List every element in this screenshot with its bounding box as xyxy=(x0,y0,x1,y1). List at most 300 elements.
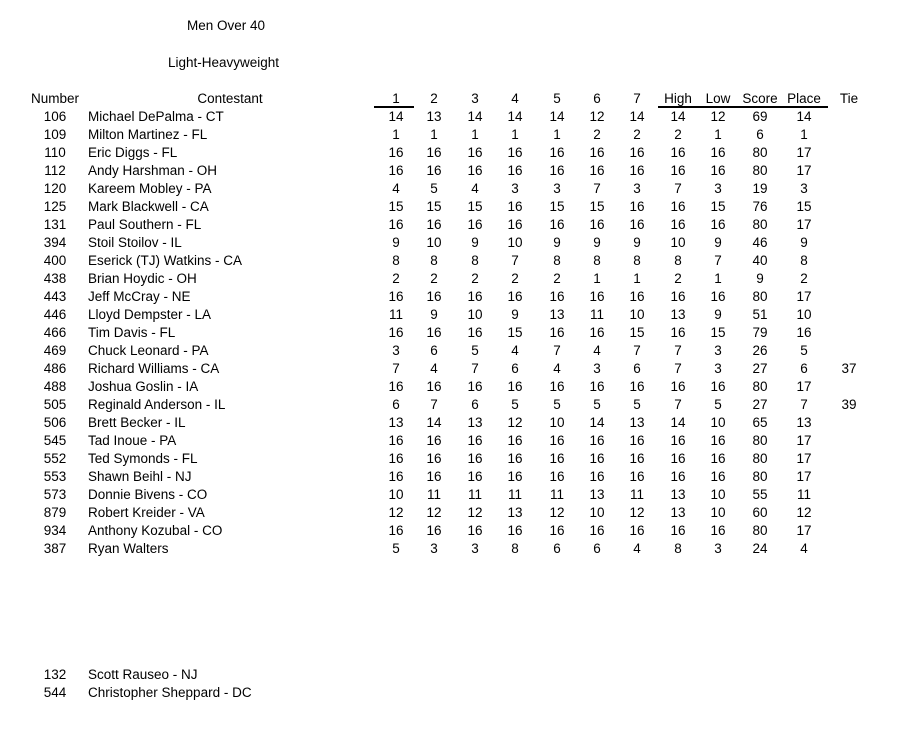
score-cell: 46 xyxy=(752,235,768,250)
judge-5-cell: 16 xyxy=(549,469,565,484)
low-cell: 15 xyxy=(710,325,726,340)
high-cell: 8 xyxy=(674,541,682,556)
low-cell: 16 xyxy=(710,145,726,160)
name-cell: Anthony Kozubal - CO xyxy=(88,523,223,538)
place-cell: 17 xyxy=(796,523,812,538)
low-cell: 16 xyxy=(710,451,726,466)
header-contestant: Contestant xyxy=(197,91,263,106)
judge-6-cell: 16 xyxy=(589,289,605,304)
judge-1-cell: 16 xyxy=(388,145,404,160)
judge-4-cell: 16 xyxy=(507,217,523,232)
judge-2-cell: 16 xyxy=(426,163,442,178)
judge-5-cell: 16 xyxy=(549,451,565,466)
name-cell: Richard Williams - CA xyxy=(88,361,220,376)
judge-6-cell: 12 xyxy=(589,109,605,124)
low-cell: 3 xyxy=(714,541,722,556)
low-cell: 3 xyxy=(714,361,722,376)
name-cell: Tim Davis - FL xyxy=(88,325,176,340)
judge-3-cell: 16 xyxy=(467,325,483,340)
header-judge-5: 5 xyxy=(553,91,561,106)
judge-7-cell: 3 xyxy=(633,181,641,196)
judge-5-cell: 1 xyxy=(553,127,561,142)
number-cell: 112 xyxy=(44,163,66,178)
number-cell: 125 xyxy=(43,199,67,214)
judge-3-cell: 3 xyxy=(471,541,479,556)
score-cell: 80 xyxy=(752,469,768,484)
judge-4-cell: 11 xyxy=(507,487,522,502)
judge-3-cell: 11 xyxy=(467,487,482,502)
judge-2-cell: 16 xyxy=(426,325,442,340)
header-place: Place xyxy=(787,91,821,106)
judge-3-cell: 16 xyxy=(467,379,483,394)
score-cell: 27 xyxy=(752,397,768,412)
number-cell: 506 xyxy=(43,415,67,430)
judge-4-cell: 5 xyxy=(511,397,519,412)
judge-1-cell: 4 xyxy=(392,181,400,196)
judge-7-cell: 16 xyxy=(629,217,645,232)
judge-5-cell: 11 xyxy=(549,487,564,502)
judge-3-cell: 16 xyxy=(467,217,483,232)
judge-7-cell: 16 xyxy=(629,163,645,178)
name-cell: Lloyd Dempster - LA xyxy=(88,307,212,322)
high-cell: 16 xyxy=(670,379,686,394)
low-cell: 10 xyxy=(710,505,726,520)
judge-7-cell: 2 xyxy=(633,127,641,142)
place-cell: 10 xyxy=(796,307,812,322)
judge-3-cell: 16 xyxy=(467,163,483,178)
low-cell: 16 xyxy=(710,217,726,232)
high-cell: 13 xyxy=(670,307,686,322)
place-cell: 6 xyxy=(800,361,808,376)
number-cell: 544 xyxy=(43,685,67,700)
judge-5-cell: 9 xyxy=(553,235,561,250)
place-cell: 1 xyxy=(800,127,808,142)
judge-3-cell: 8 xyxy=(471,253,479,268)
judge-6-cell: 16 xyxy=(589,451,605,466)
high-cell: 16 xyxy=(670,145,686,160)
judge-3-cell: 13 xyxy=(467,415,483,430)
judge-1-cell: 8 xyxy=(392,253,400,268)
score-cell: 80 xyxy=(752,379,768,394)
score-cell: 79 xyxy=(752,325,768,340)
high-cell: 16 xyxy=(670,325,686,340)
high-cell: 16 xyxy=(670,433,686,448)
judge-6-cell: 1 xyxy=(593,271,601,286)
name-cell: Ryan Walters xyxy=(88,541,169,556)
name-cell: Joshua Goslin - IA xyxy=(88,379,199,394)
tie-cell: 37 xyxy=(841,361,857,376)
judge-1-cell: 12 xyxy=(388,505,404,520)
high-cell: 2 xyxy=(674,271,682,286)
judge-5-cell: 16 xyxy=(549,217,565,232)
judge-4-cell: 1 xyxy=(511,127,519,142)
score-cell: 80 xyxy=(752,433,768,448)
judge-2-cell: 13 xyxy=(426,109,442,124)
score-cell: 80 xyxy=(752,523,768,538)
judge-7-cell: 16 xyxy=(629,433,645,448)
low-cell: 7 xyxy=(714,253,722,268)
low-cell: 9 xyxy=(714,235,722,250)
number-cell: 934 xyxy=(43,523,67,538)
judge-5-cell: 14 xyxy=(549,109,565,124)
judge-2-cell: 16 xyxy=(426,469,442,484)
judge-6-cell: 13 xyxy=(589,487,605,502)
judge-2-cell: 16 xyxy=(426,523,442,538)
number-cell: 552 xyxy=(43,451,67,466)
judge-4-cell: 4 xyxy=(511,343,519,358)
judge-1-cell: 14 xyxy=(388,109,404,124)
judge-4-cell: 3 xyxy=(511,181,519,196)
place-cell: 13 xyxy=(796,415,812,430)
judge-2-cell: 6 xyxy=(430,343,438,358)
name-cell: Chuck Leonard - PA xyxy=(88,343,209,358)
high-cell: 8 xyxy=(674,253,682,268)
score-cell: 60 xyxy=(752,505,768,520)
name-cell: Paul Southern - FL xyxy=(88,217,202,232)
judge-6-cell: 3 xyxy=(593,361,601,376)
judge-2-cell: 1 xyxy=(430,127,438,142)
header-tie: Tie xyxy=(839,91,859,106)
judge-4-cell: 10 xyxy=(507,235,523,250)
judge-2-cell: 16 xyxy=(426,379,442,394)
low-cell: 1 xyxy=(714,127,722,142)
high-cell: 13 xyxy=(670,505,686,520)
header-judge-6: 6 xyxy=(593,91,601,106)
judge-5-cell: 2 xyxy=(553,271,561,286)
judge-3-cell: 16 xyxy=(467,523,483,538)
judge-4-cell: 16 xyxy=(507,289,523,304)
place-cell: 9 xyxy=(800,235,808,250)
number-cell: 132 xyxy=(43,667,67,682)
judge-1-cell: 13 xyxy=(388,415,404,430)
judge-7-cell: 16 xyxy=(629,469,645,484)
judge-1-cell: 16 xyxy=(388,469,404,484)
judge-5-cell: 13 xyxy=(549,307,565,322)
judge-7-cell: 16 xyxy=(629,145,645,160)
high-cell: 16 xyxy=(670,199,686,214)
judge-3-cell: 1 xyxy=(471,127,479,142)
judge-6-cell: 4 xyxy=(593,343,601,358)
judge-4-cell: 6 xyxy=(511,361,519,376)
high-cell: 7 xyxy=(674,343,682,358)
judge-6-cell: 16 xyxy=(589,145,605,160)
judge-2-cell: 4 xyxy=(430,361,438,376)
division-title: Light-Heavyweight xyxy=(168,55,280,70)
judge-7-cell: 15 xyxy=(629,325,645,340)
judge-4-cell: 16 xyxy=(507,199,523,214)
score-cell: 65 xyxy=(752,415,768,430)
number-cell: 131 xyxy=(43,217,67,232)
number-cell: 469 xyxy=(43,343,67,358)
judge-3-cell: 16 xyxy=(467,469,483,484)
judge-2-cell: 16 xyxy=(426,145,442,160)
judge-3-cell: 5 xyxy=(471,343,479,358)
judge-7-cell: 14 xyxy=(629,109,645,124)
judge-1-cell: 6 xyxy=(392,397,400,412)
place-cell: 8 xyxy=(800,253,808,268)
judge-4-cell: 14 xyxy=(507,109,523,124)
judge-4-cell: 16 xyxy=(507,163,523,178)
place-cell: 3 xyxy=(800,181,808,196)
judge-6-cell: 8 xyxy=(593,253,601,268)
number-cell: 400 xyxy=(43,253,67,268)
judge-2-cell: 7 xyxy=(430,397,438,412)
judge-7-cell: 8 xyxy=(633,253,641,268)
judge-3-cell: 6 xyxy=(471,397,479,412)
name-cell: Brett Becker - IL xyxy=(88,415,186,430)
place-cell: 4 xyxy=(800,541,808,556)
place-cell: 17 xyxy=(796,379,812,394)
judge-3-cell: 9 xyxy=(471,235,479,250)
score-cell: 55 xyxy=(752,487,768,502)
name-cell: Jeff McCray - NE xyxy=(88,289,191,304)
place-cell: 7 xyxy=(800,397,808,412)
low-cell: 1 xyxy=(714,271,722,286)
judge-5-cell: 15 xyxy=(549,199,565,214)
score-cell: 69 xyxy=(752,109,768,124)
judge-5-cell: 7 xyxy=(553,343,561,358)
judge-4-cell: 16 xyxy=(507,469,523,484)
header-high: High xyxy=(664,91,692,106)
name-cell: Christopher Sheppard - DC xyxy=(88,685,252,700)
judge-1-cell: 5 xyxy=(392,541,400,556)
judge-7-cell: 5 xyxy=(633,397,641,412)
judge-3-cell: 16 xyxy=(467,145,483,160)
low-cell: 16 xyxy=(710,163,726,178)
judge-2-cell: 9 xyxy=(430,307,438,322)
judge-4-cell: 16 xyxy=(507,145,523,160)
name-cell: Donnie Bivens - CO xyxy=(88,487,208,502)
judge-6-cell: 6 xyxy=(593,541,601,556)
place-cell: 17 xyxy=(796,145,812,160)
judge-2-cell: 2 xyxy=(430,271,438,286)
judge-4-cell: 16 xyxy=(507,451,523,466)
judge-4-cell: 2 xyxy=(511,271,519,286)
low-cell: 16 xyxy=(710,469,726,484)
judge-3-cell: 15 xyxy=(467,199,483,214)
judge-2-cell: 10 xyxy=(426,235,442,250)
judge-2-cell: 8 xyxy=(430,253,438,268)
score-cell: 80 xyxy=(752,163,768,178)
name-cell: Milton Martinez - FL xyxy=(88,127,208,142)
judge-6-cell: 16 xyxy=(589,217,605,232)
judge-1-cell: 16 xyxy=(388,289,404,304)
judge-5-cell: 16 xyxy=(549,325,565,340)
high-cell: 10 xyxy=(670,235,686,250)
judge-1-cell: 16 xyxy=(388,325,404,340)
judge-5-cell: 4 xyxy=(553,361,561,376)
high-cell: 7 xyxy=(674,181,682,196)
name-cell: Brian Hoydic - OH xyxy=(88,271,197,286)
high-cell: 16 xyxy=(670,163,686,178)
judge-7-cell: 12 xyxy=(629,505,645,520)
score-cell: 80 xyxy=(752,451,768,466)
header-judge-3: 3 xyxy=(471,91,479,106)
judge-7-cell: 6 xyxy=(633,361,641,376)
judge-1-cell: 16 xyxy=(388,217,404,232)
low-cell: 10 xyxy=(710,487,726,502)
judge-7-cell: 11 xyxy=(629,487,644,502)
judge-5-cell: 3 xyxy=(553,181,561,196)
judge-1-cell: 16 xyxy=(388,523,404,538)
judge-3-cell: 2 xyxy=(471,271,479,286)
judge-1-cell: 7 xyxy=(392,361,400,376)
high-cell: 16 xyxy=(670,469,686,484)
judge-1-cell: 2 xyxy=(392,271,400,286)
judge-2-cell: 5 xyxy=(430,181,438,196)
place-cell: 17 xyxy=(796,163,812,178)
place-cell: 15 xyxy=(796,199,812,214)
judge-5-cell: 12 xyxy=(549,505,565,520)
judge-4-cell: 8 xyxy=(511,541,519,556)
judge-4-cell: 16 xyxy=(507,523,523,538)
low-cell: 9 xyxy=(714,307,722,322)
judge-3-cell: 16 xyxy=(467,451,483,466)
name-cell: Eric Diggs - FL xyxy=(88,145,178,160)
header-judge-4: 4 xyxy=(511,91,519,106)
judge-5-cell: 16 xyxy=(549,523,565,538)
high-cell: 16 xyxy=(670,217,686,232)
name-cell: Scott Rauseo - NJ xyxy=(88,667,198,682)
judge-1-cell: 16 xyxy=(388,451,404,466)
low-cell: 5 xyxy=(714,397,722,412)
high-cell: 16 xyxy=(670,451,686,466)
place-cell: 17 xyxy=(796,433,812,448)
low-cell: 16 xyxy=(710,523,726,538)
judge-5-cell: 8 xyxy=(553,253,561,268)
name-cell: Shawn Beihl - NJ xyxy=(88,469,192,484)
high-cell: 7 xyxy=(674,397,682,412)
name-cell: Ted Symonds - FL xyxy=(88,451,198,466)
number-cell: 553 xyxy=(43,469,67,484)
judge-2-cell: 12 xyxy=(426,505,442,520)
judge-6-cell: 14 xyxy=(589,415,605,430)
judge-2-cell: 16 xyxy=(426,217,442,232)
number-cell: 573 xyxy=(43,487,67,502)
score-cell: 24 xyxy=(752,541,768,556)
header-judge-7: 7 xyxy=(633,91,641,106)
number-cell: 109 xyxy=(43,127,67,142)
header-number: Number xyxy=(30,91,79,106)
place-cell: 14 xyxy=(796,109,812,124)
score-cell: 80 xyxy=(752,217,768,232)
judge-4-cell: 16 xyxy=(507,379,523,394)
judge-7-cell: 16 xyxy=(629,523,645,538)
high-cell: 14 xyxy=(670,415,686,430)
header-score: Score xyxy=(742,91,778,106)
judge-6-cell: 10 xyxy=(589,505,605,520)
judge-1-cell: 1 xyxy=(392,127,400,142)
place-cell: 2 xyxy=(800,271,808,286)
number-cell: 466 xyxy=(43,325,67,340)
judge-4-cell: 9 xyxy=(511,307,519,322)
judge-2-cell: 15 xyxy=(426,199,442,214)
judge-7-cell: 13 xyxy=(629,415,645,430)
judge-7-cell: 16 xyxy=(629,451,645,466)
score-cell: 9 xyxy=(756,271,764,286)
name-cell: Mark Blackwell - CA xyxy=(88,199,209,214)
number-cell: 486 xyxy=(43,361,67,376)
judge-5-cell: 16 xyxy=(549,379,565,394)
judge-3-cell: 7 xyxy=(471,361,479,376)
judge-6-cell: 5 xyxy=(593,397,601,412)
header-judge-2: 2 xyxy=(430,91,438,106)
judge-6-cell: 9 xyxy=(593,235,601,250)
judge-5-cell: 5 xyxy=(553,397,561,412)
high-cell: 13 xyxy=(670,487,686,502)
low-cell: 10 xyxy=(710,415,726,430)
judge-1-cell: 3 xyxy=(392,343,400,358)
low-cell: 3 xyxy=(714,181,722,196)
name-cell: Tad Inoue - PA xyxy=(88,433,177,448)
judge-1-cell: 16 xyxy=(388,163,404,178)
judge-1-cell: 10 xyxy=(388,487,404,502)
name-cell: Michael DePalma - CT xyxy=(88,109,224,124)
number-cell: 394 xyxy=(43,235,67,250)
judge-7-cell: 4 xyxy=(633,541,641,556)
place-cell: 11 xyxy=(796,487,811,502)
judge-4-cell: 16 xyxy=(507,433,523,448)
header-low: Low xyxy=(705,91,731,106)
low-cell: 15 xyxy=(710,199,726,214)
high-cell: 16 xyxy=(670,523,686,538)
judge-1-cell: 16 xyxy=(388,433,404,448)
number-cell: 879 xyxy=(43,505,67,520)
number-cell: 488 xyxy=(43,379,67,394)
judge-7-cell: 16 xyxy=(629,379,645,394)
judge-4-cell: 7 xyxy=(511,253,519,268)
judge-7-cell: 1 xyxy=(633,271,641,286)
number-cell: 443 xyxy=(43,289,67,304)
judge-7-cell: 9 xyxy=(633,235,641,250)
number-cell: 120 xyxy=(43,181,67,196)
score-cell: 80 xyxy=(752,145,768,160)
judge-6-cell: 15 xyxy=(589,199,605,214)
score-cell: 80 xyxy=(752,289,768,304)
judge-5-cell: 16 xyxy=(549,145,565,160)
place-cell: 5 xyxy=(800,343,808,358)
judge-5-cell: 16 xyxy=(549,289,565,304)
low-cell: 12 xyxy=(710,109,726,124)
score-cell: 51 xyxy=(752,307,768,322)
score-cell: 6 xyxy=(756,127,764,142)
judge-3-cell: 4 xyxy=(471,181,479,196)
low-cell: 16 xyxy=(710,289,726,304)
judge-6-cell: 16 xyxy=(589,523,605,538)
judge-6-cell: 16 xyxy=(589,469,605,484)
judge-4-cell: 15 xyxy=(507,325,523,340)
judge-6-cell: 16 xyxy=(589,433,605,448)
judge-2-cell: 16 xyxy=(426,433,442,448)
judge-5-cell: 16 xyxy=(549,163,565,178)
low-cell: 16 xyxy=(710,379,726,394)
name-cell: Stoil Stoilov - IL xyxy=(88,235,182,250)
low-cell: 16 xyxy=(710,433,726,448)
judge-2-cell: 16 xyxy=(426,289,442,304)
high-cell: 2 xyxy=(674,127,682,142)
name-cell: Robert Kreider - VA xyxy=(88,505,205,520)
judge-2-cell: 11 xyxy=(426,487,441,502)
place-cell: 12 xyxy=(796,505,812,520)
judge-6-cell: 2 xyxy=(593,127,601,142)
place-cell: 17 xyxy=(796,217,812,232)
number-cell: 446 xyxy=(43,307,67,322)
score-cell: 19 xyxy=(752,181,768,196)
high-cell: 14 xyxy=(670,109,686,124)
judge-4-cell: 12 xyxy=(507,415,523,430)
judge-6-cell: 16 xyxy=(589,325,605,340)
judge-7-cell: 16 xyxy=(629,199,645,214)
